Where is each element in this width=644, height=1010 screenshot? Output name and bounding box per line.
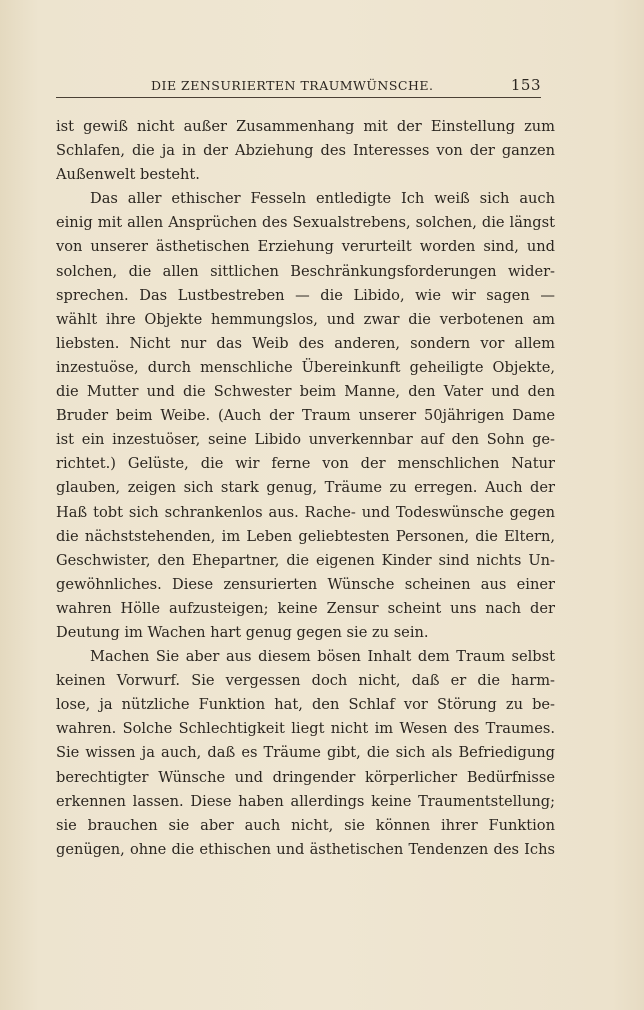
text-line: Das aller ethischer Fesseln entledigte Ich weiß sich auch xyxy=(90,190,555,208)
text-line: wahren Hölle aufzusteigen; keine Zensur scheint uns nach der xyxy=(56,599,555,617)
text-line: wahren. Solche Schlechtigkeit liegt nicht im Wesen des Traumes. xyxy=(56,720,555,738)
text-line: Schlafen, die ja in der Abziehung des Interesses von der ganzen xyxy=(56,142,555,160)
text-line: erkennen lassen. Diese haben allerdings keine Traumentstellung; xyxy=(56,792,555,810)
text-line: Geschwister, den Ehepartner, die eigenen Kinder sind nichts Un- xyxy=(56,551,555,569)
text-line: gewöhnliches. Diese zensurierten Wünsche scheinen aus einer xyxy=(56,575,555,593)
page-number: 153 xyxy=(510,76,541,94)
text-line: einig mit allen Ansprüchen des Sexualstrebens, solchen, die längst xyxy=(56,214,555,232)
text-line: inzestuöse, durch menschliche Übereinkunft geheiligte Objekte, xyxy=(56,358,555,376)
text-line: von unserer ästhetischen Erziehung verurteilt worden sind, und xyxy=(56,238,555,256)
text-line: Haß tobt sich schrankenlos aus. Rache- und Todeswünsche gegen xyxy=(56,503,555,521)
text-line: lose, ja nützliche Funktion hat, den Schlaf vor Störung zu be- xyxy=(56,696,555,714)
text-line: Machen Sie aber aus diesem bösen Inhalt dem Traum selbst xyxy=(90,648,555,666)
header-rule xyxy=(56,97,541,98)
text-line: die nächststehenden, im Leben geliebtesten Personen, die Eltern, xyxy=(56,527,555,545)
body-text xyxy=(56,115,555,862)
text-line: liebsten. Nicht nur das Weib des anderen, sondern vor allem xyxy=(56,334,555,352)
text-line: ist ein inzestuöser, seine Libido unverkennbar auf den Sohn ge- xyxy=(56,431,555,449)
text-line: Deutung im Wachen hart genug gegen sie zu sein. xyxy=(56,623,429,641)
running-head xyxy=(56,76,541,96)
text-line: solchen, die allen sittlichen Beschränkungsforderungen wider- xyxy=(56,262,555,280)
text-line: Außenwelt besteht. xyxy=(56,166,200,184)
text-line: Bruder beim Weibe. (Auch der Traum unserer 50jährigen Dame xyxy=(56,407,555,425)
text-line: sprechen. Das Lustbestreben — die Libido, wie wir sagen — xyxy=(56,286,555,304)
text-line: die Mutter und die Schwester beim Manne, den Vater und den xyxy=(56,383,555,401)
running-title: DIE ZENSURIERTEN TRAUMWÜNSCHE. xyxy=(151,78,434,93)
text-line: genügen, ohne die ethischen und ästhetischen Tendenzen des Ichs xyxy=(56,840,555,858)
text-line: glauben, zeigen sich stark genug, Träume zu erregen. Auch der xyxy=(56,479,555,497)
text-line: ist gewiß nicht außer Zusammenhang mit der Einstellung zum xyxy=(56,118,555,135)
text-line: Sie wissen ja auch, daß es Träume gibt, die sich als Befriedigung xyxy=(56,744,555,762)
text-line: keinen Vorwurf. Sie vergessen doch nicht, daß er die harm- xyxy=(56,672,555,690)
text-line: sie brauchen sie aber auch nicht, sie können ihrer Funktion xyxy=(56,816,555,834)
text-line: richtet.) Gelüste, die wir ferne von der menschlichen Natur xyxy=(56,455,555,473)
text-line: berechtigter Wünsche und dringender körperlicher Bedürfnisse xyxy=(56,768,555,786)
text-line: wählt ihre Objekte hemmungslos, und zwar die verbotenen am xyxy=(56,310,555,328)
